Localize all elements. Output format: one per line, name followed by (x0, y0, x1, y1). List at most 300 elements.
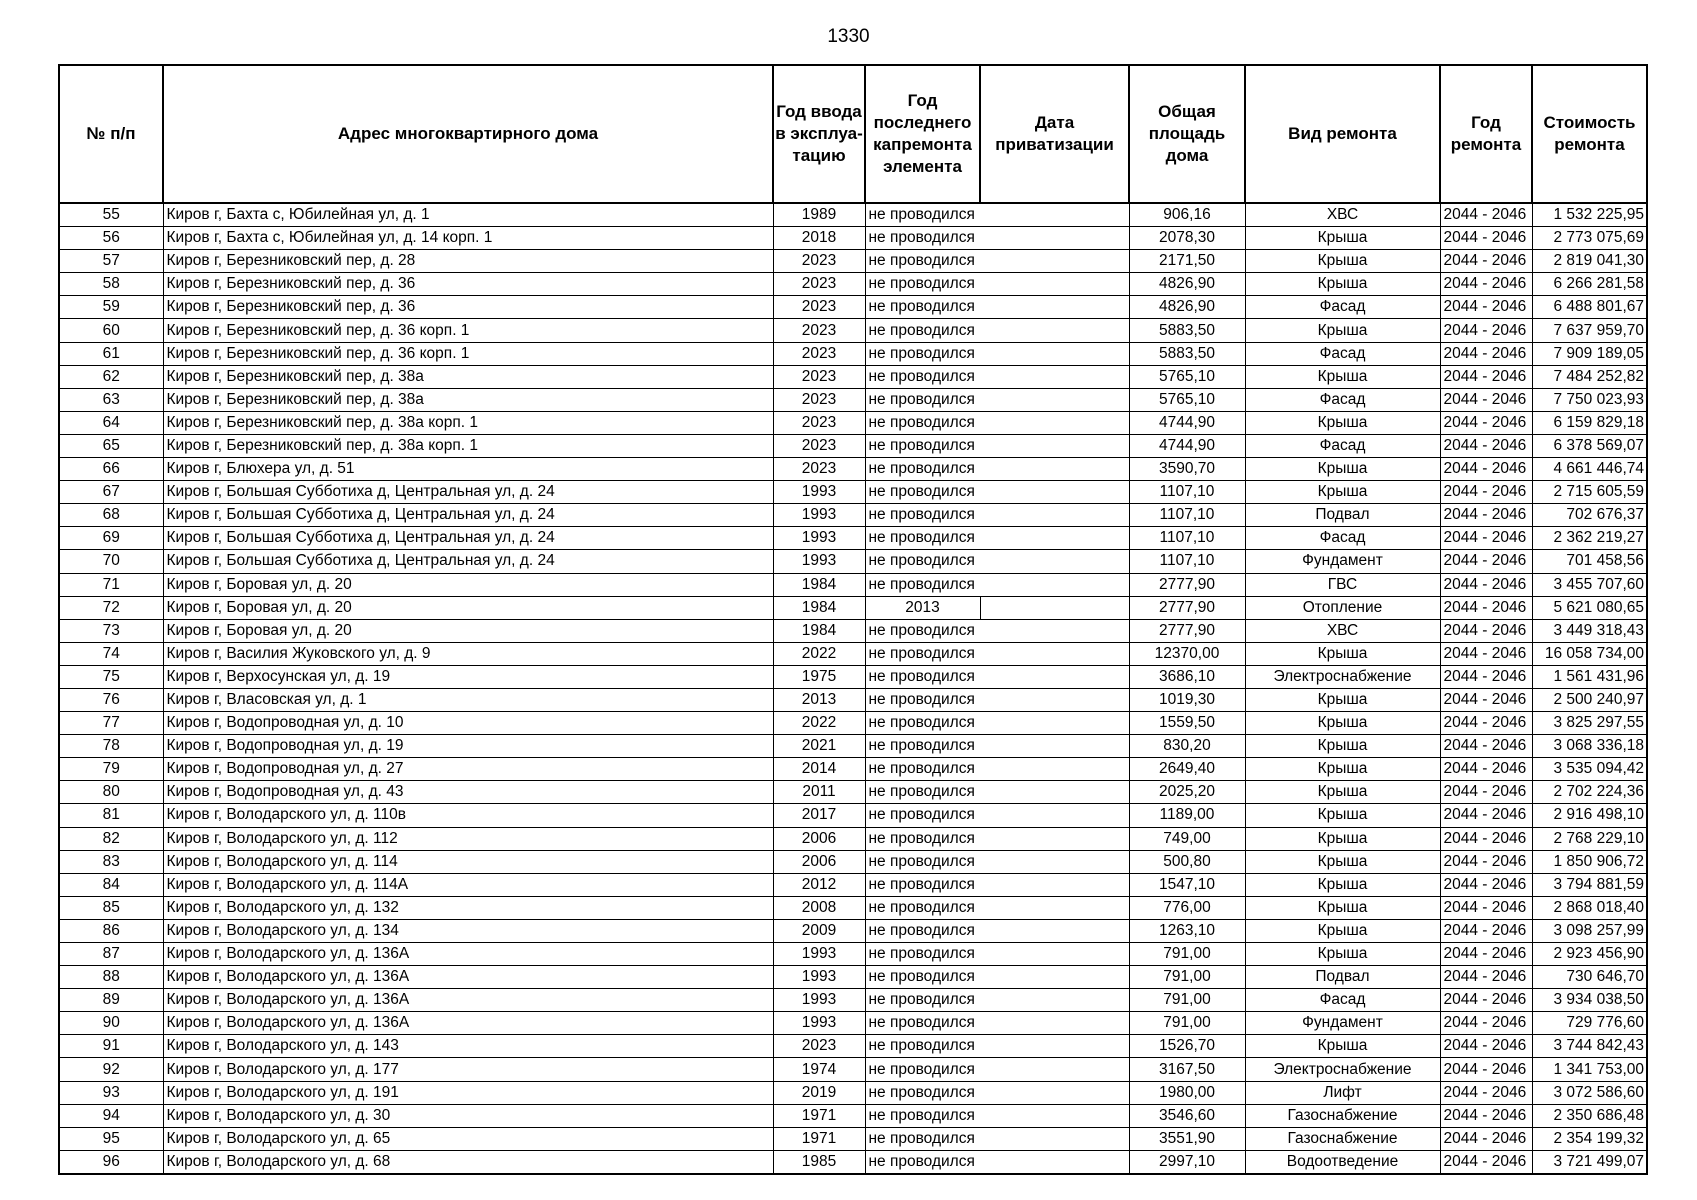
table-body (59, 203, 1647, 1174)
row-last-repair: не проводился (865, 227, 980, 250)
row-privatization (980, 203, 1129, 227)
row-last-repair: не проводился (865, 665, 980, 688)
table-row (59, 319, 1647, 342)
row-area: 3590,70 (1129, 458, 1245, 481)
table-row (59, 596, 1647, 619)
row-year-commission: 1993 (773, 989, 865, 1012)
row-year-commission: 2017 (773, 804, 865, 827)
row-cost: 6 159 829,18 (1532, 411, 1647, 434)
row-privatization (980, 758, 1129, 781)
row-address: Киров г, Бахта с, Юбилейная ул, д. 14 корп. 1 (163, 227, 773, 250)
row-area: 2777,90 (1129, 573, 1245, 596)
row-repair-years: 2044 - 2046 (1440, 411, 1532, 434)
row-cost: 7 750 023,93 (1532, 388, 1647, 411)
row-last-repair: не проводился (865, 296, 980, 319)
row-repair-type: Крыша (1245, 688, 1440, 711)
row-privatization (980, 688, 1129, 711)
row-repair-type: Фундамент (1245, 1012, 1440, 1035)
row-last-repair: не проводился (865, 365, 980, 388)
row-cost: 2 768 229,10 (1532, 827, 1647, 850)
table-row (59, 619, 1647, 642)
row-last-repair: не проводился (865, 458, 980, 481)
table-row (59, 227, 1647, 250)
row-number: 81 (59, 804, 163, 827)
row-area: 2777,90 (1129, 596, 1245, 619)
row-last-repair: не проводился (865, 919, 980, 942)
row-last-repair: не проводился (865, 1150, 980, 1174)
row-area: 1263,10 (1129, 919, 1245, 942)
row-privatization (980, 943, 1129, 966)
row-address: Киров г, Володарского ул, д. 136А (163, 989, 773, 1012)
row-repair-years: 2044 - 2046 (1440, 388, 1532, 411)
row-address: Киров г, Березниковский пер, д. 36 корп. 1 (163, 342, 773, 365)
row-number: 69 (59, 527, 163, 550)
row-address: Киров г, Володарского ул, д. 143 (163, 1035, 773, 1058)
row-cost: 2 715 605,59 (1532, 481, 1647, 504)
row-address: Киров г, Володарского ул, д. 114А (163, 873, 773, 896)
row-repair-type: Крыша (1245, 365, 1440, 388)
row-number: 96 (59, 1150, 163, 1174)
row-repair-years: 2044 - 2046 (1440, 319, 1532, 342)
row-privatization (980, 781, 1129, 804)
row-area: 791,00 (1129, 966, 1245, 989)
row-year-commission: 1974 (773, 1058, 865, 1081)
row-repair-years: 2044 - 2046 (1440, 481, 1532, 504)
row-address: Киров г, Боровая ул, д. 20 (163, 619, 773, 642)
row-area: 4744,90 (1129, 434, 1245, 457)
row-number: 64 (59, 411, 163, 434)
row-number: 68 (59, 504, 163, 527)
row-repair-years: 2044 - 2046 (1440, 827, 1532, 850)
header-last-repair: Год последнего капремонта элемента (865, 65, 980, 203)
row-year-commission: 1975 (773, 665, 865, 688)
row-address: Киров г, Березниковский пер, д. 28 (163, 250, 773, 273)
row-area: 1189,00 (1129, 804, 1245, 827)
header-repair-type: Вид ремонта (1245, 65, 1440, 203)
row-repair-years: 2044 - 2046 (1440, 966, 1532, 989)
table-row (59, 1081, 1647, 1104)
row-area: 5765,10 (1129, 365, 1245, 388)
row-last-repair: не проводился (865, 873, 980, 896)
row-cost: 3 934 038,50 (1532, 989, 1647, 1012)
table-row (59, 1058, 1647, 1081)
row-area: 2777,90 (1129, 619, 1245, 642)
row-number: 78 (59, 735, 163, 758)
row-repair-years: 2044 - 2046 (1440, 296, 1532, 319)
row-repair-type: Крыша (1245, 804, 1440, 827)
row-last-repair: не проводился (865, 388, 980, 411)
row-repair-type: ХВС (1245, 619, 1440, 642)
row-repair-type: Крыша (1245, 827, 1440, 850)
row-privatization (980, 250, 1129, 273)
row-repair-years: 2044 - 2046 (1440, 665, 1532, 688)
row-privatization (980, 481, 1129, 504)
row-year-commission: 2006 (773, 850, 865, 873)
row-repair-years: 2044 - 2046 (1440, 642, 1532, 665)
row-area: 2025,20 (1129, 781, 1245, 804)
row-repair-type: Фасад (1245, 388, 1440, 411)
row-number: 84 (59, 873, 163, 896)
row-area: 2649,40 (1129, 758, 1245, 781)
row-number: 70 (59, 550, 163, 573)
row-year-commission: 2023 (773, 1035, 865, 1058)
row-number: 66 (59, 458, 163, 481)
row-year-commission: 2022 (773, 642, 865, 665)
row-repair-years: 2044 - 2046 (1440, 688, 1532, 711)
row-last-repair: не проводился (865, 434, 980, 457)
row-privatization (980, 411, 1129, 434)
row-repair-type: Фасад (1245, 342, 1440, 365)
row-last-repair: не проводился (865, 966, 980, 989)
row-privatization (980, 504, 1129, 527)
row-privatization (980, 1150, 1129, 1174)
table-row (59, 1150, 1647, 1174)
row-cost: 3 721 499,07 (1532, 1150, 1647, 1174)
row-cost: 3 535 094,42 (1532, 758, 1647, 781)
row-repair-years: 2044 - 2046 (1440, 227, 1532, 250)
row-address: Киров г, Володарского ул, д. 110в (163, 804, 773, 827)
row-cost: 3 098 257,99 (1532, 919, 1647, 942)
row-repair-years: 2044 - 2046 (1440, 1127, 1532, 1150)
row-repair-years: 2044 - 2046 (1440, 1035, 1532, 1058)
row-area: 1559,50 (1129, 712, 1245, 735)
row-cost: 3 455 707,60 (1532, 573, 1647, 596)
row-number: 92 (59, 1058, 163, 1081)
row-area: 3551,90 (1129, 1127, 1245, 1150)
row-repair-type: Крыша (1245, 250, 1440, 273)
row-cost: 2 923 456,90 (1532, 943, 1647, 966)
row-cost: 2 702 224,36 (1532, 781, 1647, 804)
row-cost: 2 773 075,69 (1532, 227, 1647, 250)
row-address: Киров г, Большая Субботиха д, Центральная ул, д. 24 (163, 504, 773, 527)
row-last-repair: 2013 (865, 596, 980, 619)
row-repair-type: Фундамент (1245, 550, 1440, 573)
row-cost: 16 058 734,00 (1532, 642, 1647, 665)
row-privatization (980, 296, 1129, 319)
header-year-commission: Год ввода в эксплуа-тацию (773, 65, 865, 203)
row-year-commission: 2012 (773, 873, 865, 896)
row-area: 906,16 (1129, 203, 1245, 227)
row-privatization (980, 1127, 1129, 1150)
row-area: 749,00 (1129, 827, 1245, 850)
row-cost: 2 362 219,27 (1532, 527, 1647, 550)
row-last-repair: не проводился (865, 411, 980, 434)
row-repair-type: Крыша (1245, 712, 1440, 735)
row-repair-type: Крыша (1245, 1035, 1440, 1058)
row-last-repair: не проводился (865, 1081, 980, 1104)
row-number: 67 (59, 481, 163, 504)
row-area: 1980,00 (1129, 1081, 1245, 1104)
row-year-commission: 2006 (773, 827, 865, 850)
row-repair-type: ХВС (1245, 203, 1440, 227)
row-last-repair: не проводился (865, 1012, 980, 1035)
row-address: Киров г, Власовская ул, д. 1 (163, 688, 773, 711)
row-repair-type: Газоснабжение (1245, 1104, 1440, 1127)
table-row (59, 735, 1647, 758)
row-cost: 7 484 252,82 (1532, 365, 1647, 388)
row-area: 1547,10 (1129, 873, 1245, 896)
row-privatization (980, 527, 1129, 550)
row-cost: 3 449 318,43 (1532, 619, 1647, 642)
row-repair-type: Подвал (1245, 504, 1440, 527)
row-last-repair: не проводился (865, 688, 980, 711)
row-repair-years: 2044 - 2046 (1440, 1081, 1532, 1104)
row-number: 57 (59, 250, 163, 273)
row-address: Киров г, Водопроводная ул, д. 43 (163, 781, 773, 804)
row-repair-years: 2044 - 2046 (1440, 1150, 1532, 1174)
row-repair-years: 2044 - 2046 (1440, 573, 1532, 596)
row-address: Киров г, Березниковский пер, д. 36 (163, 273, 773, 296)
row-number: 88 (59, 966, 163, 989)
row-year-commission: 1985 (773, 1150, 865, 1174)
row-area: 1526,70 (1129, 1035, 1245, 1058)
row-address: Киров г, Володарского ул, д. 112 (163, 827, 773, 850)
row-repair-type: Крыша (1245, 781, 1440, 804)
row-address: Киров г, Водопроводная ул, д. 27 (163, 758, 773, 781)
row-repair-years: 2044 - 2046 (1440, 758, 1532, 781)
table-row (59, 1127, 1647, 1150)
row-privatization (980, 619, 1129, 642)
header-num: № п/п (59, 65, 163, 203)
row-cost: 5 621 080,65 (1532, 596, 1647, 619)
row-address: Киров г, Боровая ул, д. 20 (163, 596, 773, 619)
row-privatization (980, 712, 1129, 735)
row-repair-years: 2044 - 2046 (1440, 527, 1532, 550)
row-repair-years: 2044 - 2046 (1440, 896, 1532, 919)
row-last-repair: не проводился (865, 712, 980, 735)
table-row (59, 712, 1647, 735)
row-last-repair: не проводился (865, 642, 980, 665)
header-privatization: Дата приватизации (980, 65, 1129, 203)
row-last-repair: не проводился (865, 896, 980, 919)
row-address: Киров г, Березниковский пер, д. 38а корп. 1 (163, 434, 773, 457)
row-privatization (980, 573, 1129, 596)
row-last-repair: не проводился (865, 781, 980, 804)
table-row (59, 434, 1647, 457)
row-year-commission: 1984 (773, 573, 865, 596)
row-last-repair: не проводился (865, 550, 980, 573)
row-cost: 701 458,56 (1532, 550, 1647, 573)
row-number: 87 (59, 943, 163, 966)
row-repair-type: Крыша (1245, 411, 1440, 434)
table-row (59, 1035, 1647, 1058)
row-repair-years: 2044 - 2046 (1440, 203, 1532, 227)
row-number: 89 (59, 989, 163, 1012)
row-year-commission: 2023 (773, 319, 865, 342)
row-address: Киров г, Володарского ул, д. 114 (163, 850, 773, 873)
table-header-row (59, 65, 1647, 203)
table-row (59, 896, 1647, 919)
row-year-commission: 2023 (773, 434, 865, 457)
row-privatization (980, 919, 1129, 942)
row-last-repair: не проводился (865, 1104, 980, 1127)
row-repair-years: 2044 - 2046 (1440, 550, 1532, 573)
row-repair-type: Фасад (1245, 527, 1440, 550)
row-number: 61 (59, 342, 163, 365)
row-address: Киров г, Блюхера ул, д. 51 (163, 458, 773, 481)
row-cost: 3 072 586,60 (1532, 1081, 1647, 1104)
row-repair-type: Крыша (1245, 850, 1440, 873)
row-privatization (980, 989, 1129, 1012)
row-last-repair: не проводился (865, 827, 980, 850)
row-repair-type: Крыша (1245, 758, 1440, 781)
row-area: 1019,30 (1129, 688, 1245, 711)
row-number: 86 (59, 919, 163, 942)
row-privatization (980, 896, 1129, 919)
row-number: 85 (59, 896, 163, 919)
row-area: 1107,10 (1129, 527, 1245, 550)
row-privatization (980, 342, 1129, 365)
row-address: Киров г, Володарского ул, д. 134 (163, 919, 773, 942)
row-cost: 2 916 498,10 (1532, 804, 1647, 827)
table-row (59, 365, 1647, 388)
row-last-repair: не проводился (865, 273, 980, 296)
row-last-repair: не проводился (865, 481, 980, 504)
row-privatization (980, 596, 1129, 619)
row-year-commission: 1971 (773, 1104, 865, 1127)
row-repair-years: 2044 - 2046 (1440, 342, 1532, 365)
row-address: Киров г, Боровая ул, д. 20 (163, 573, 773, 596)
row-repair-years: 2044 - 2046 (1440, 873, 1532, 896)
row-repair-years: 2044 - 2046 (1440, 458, 1532, 481)
table-row (59, 458, 1647, 481)
row-cost: 2 350 686,48 (1532, 1104, 1647, 1127)
row-last-repair: не проводился (865, 573, 980, 596)
row-year-commission: 2019 (773, 1081, 865, 1104)
row-area: 791,00 (1129, 1012, 1245, 1035)
row-last-repair: не проводился (865, 1127, 980, 1150)
row-year-commission: 1993 (773, 527, 865, 550)
row-privatization (980, 966, 1129, 989)
row-number: 73 (59, 619, 163, 642)
row-cost: 2 868 018,40 (1532, 896, 1647, 919)
row-cost: 6 378 569,07 (1532, 434, 1647, 457)
row-repair-type: Отопление (1245, 596, 1440, 619)
row-address: Киров г, Березниковский пер, д. 38а корп. 1 (163, 411, 773, 434)
row-repair-type: Крыша (1245, 458, 1440, 481)
row-year-commission: 1993 (773, 504, 865, 527)
row-year-commission: 1993 (773, 550, 865, 573)
row-privatization (980, 388, 1129, 411)
repair-schedule-table (58, 64, 1648, 1175)
row-number: 82 (59, 827, 163, 850)
row-privatization (980, 550, 1129, 573)
row-cost: 3 825 297,55 (1532, 712, 1647, 735)
row-last-repair: не проводился (865, 1058, 980, 1081)
row-repair-years: 2044 - 2046 (1440, 850, 1532, 873)
row-area: 830,20 (1129, 735, 1245, 758)
row-repair-type: Фасад (1245, 989, 1440, 1012)
row-year-commission: 2023 (773, 296, 865, 319)
row-address: Киров г, Володарского ул, д. 30 (163, 1104, 773, 1127)
row-year-commission: 2008 (773, 896, 865, 919)
row-address: Киров г, Березниковский пер, д. 36 корп. 1 (163, 319, 773, 342)
row-area: 5883,50 (1129, 319, 1245, 342)
row-area: 1107,10 (1129, 481, 1245, 504)
row-year-commission: 2023 (773, 411, 865, 434)
row-number: 93 (59, 1081, 163, 1104)
row-repair-years: 2044 - 2046 (1440, 919, 1532, 942)
table-row (59, 504, 1647, 527)
row-privatization (980, 1035, 1129, 1058)
row-number: 90 (59, 1012, 163, 1035)
row-cost: 3 794 881,59 (1532, 873, 1647, 896)
row-last-repair: не проводился (865, 504, 980, 527)
row-address: Киров г, Володарского ул, д. 136А (163, 943, 773, 966)
row-privatization (980, 227, 1129, 250)
header-cost: Стоимость ремонта (1532, 65, 1647, 203)
row-year-commission: 1993 (773, 481, 865, 504)
row-number: 65 (59, 434, 163, 457)
table-row (59, 943, 1647, 966)
row-repair-years: 2044 - 2046 (1440, 250, 1532, 273)
row-address: Киров г, Бахта с, Юбилейная ул, д. 1 (163, 203, 773, 227)
row-repair-years: 2044 - 2046 (1440, 365, 1532, 388)
row-privatization (980, 365, 1129, 388)
row-cost: 2 500 240,97 (1532, 688, 1647, 711)
row-address: Киров г, Большая Субботиха д, Центральная ул, д. 24 (163, 481, 773, 504)
row-privatization (980, 873, 1129, 896)
row-area: 2171,50 (1129, 250, 1245, 273)
row-cost: 1 341 753,00 (1532, 1058, 1647, 1081)
table-row (59, 688, 1647, 711)
row-repair-years: 2044 - 2046 (1440, 504, 1532, 527)
table-row (59, 296, 1647, 319)
row-privatization (980, 1081, 1129, 1104)
row-area: 4744,90 (1129, 411, 1245, 434)
row-privatization (980, 458, 1129, 481)
table-row (59, 1104, 1647, 1127)
row-year-commission: 1993 (773, 943, 865, 966)
row-address: Киров г, Володарского ул, д. 136А (163, 966, 773, 989)
row-number: 95 (59, 1127, 163, 1150)
row-cost: 1 561 431,96 (1532, 665, 1647, 688)
row-repair-years: 2044 - 2046 (1440, 619, 1532, 642)
row-last-repair: не проводился (865, 989, 980, 1012)
row-privatization (980, 642, 1129, 665)
table-row (59, 642, 1647, 665)
page-number: 1330 (827, 26, 870, 47)
row-last-repair: не проводился (865, 943, 980, 966)
row-year-commission: 2023 (773, 342, 865, 365)
table-row (59, 966, 1647, 989)
row-repair-type: Крыша (1245, 481, 1440, 504)
row-address: Киров г, Березниковский пер, д. 36 (163, 296, 773, 319)
row-number: 59 (59, 296, 163, 319)
row-last-repair: не проводился (865, 850, 980, 873)
row-repair-type: Крыша (1245, 273, 1440, 296)
row-area: 2997,10 (1129, 1150, 1245, 1174)
row-cost: 6 266 281,58 (1532, 273, 1647, 296)
row-repair-years: 2044 - 2046 (1440, 712, 1532, 735)
row-address: Киров г, Володарского ул, д. 65 (163, 1127, 773, 1150)
row-repair-type: Крыша (1245, 642, 1440, 665)
row-privatization (980, 434, 1129, 457)
row-address: Киров г, Водопроводная ул, д. 10 (163, 712, 773, 735)
row-year-commission: 2023 (773, 365, 865, 388)
row-repair-type: Крыша (1245, 735, 1440, 758)
row-repair-years: 2044 - 2046 (1440, 596, 1532, 619)
row-year-commission: 1993 (773, 966, 865, 989)
row-repair-type: Крыша (1245, 919, 1440, 942)
row-repair-type: Крыша (1245, 873, 1440, 896)
row-cost: 729 776,60 (1532, 1012, 1647, 1035)
row-last-repair: не проводился (865, 804, 980, 827)
row-last-repair: не проводился (865, 203, 980, 227)
row-number: 60 (59, 319, 163, 342)
row-year-commission: 2014 (773, 758, 865, 781)
row-repair-type: Фасад (1245, 296, 1440, 319)
